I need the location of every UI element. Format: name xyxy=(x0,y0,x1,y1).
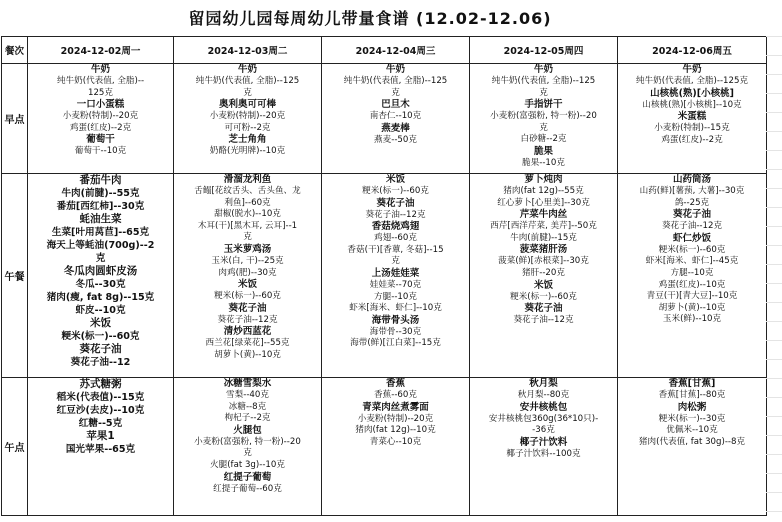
ingredient-line: 猪肉(fat 12g)--55克 xyxy=(503,186,584,196)
meal-label-snack: 午点 xyxy=(2,378,28,516)
dish-name: 一口小蛋糕 xyxy=(76,99,125,111)
dish-name: 米饭 xyxy=(533,279,553,291)
ingredient-line: 舌鳎[花纹舌头、舌头鱼、龙 xyxy=(194,186,301,196)
meal-label-lunch: 午餐 xyxy=(2,174,28,378)
ingredient-line: 青菜心--10克 xyxy=(369,436,422,447)
dish-name: 玉米萝鸡汤 xyxy=(223,243,272,255)
dish-name: 香蕉 xyxy=(385,378,405,389)
ingredient-line: 椰子汁饮料--100克 xyxy=(506,448,581,459)
dish-name: 米饭 xyxy=(90,317,111,329)
ingredient-line: 猪肝--20克 xyxy=(522,267,565,278)
ingredient-line: 克 xyxy=(391,256,400,267)
dish-name: 山核桃(熟)[小核桃] xyxy=(650,87,734,99)
menu-cell xyxy=(174,64,322,174)
afternoon-snack-row xyxy=(2,378,767,516)
menu-cell xyxy=(28,64,174,174)
ingredient-line: 枸杞子--2克 xyxy=(224,413,271,424)
ingredient-line: 番茄[西红柿]--30克 xyxy=(56,201,145,212)
dish-name: 米饭 xyxy=(385,174,405,185)
ingredient-line: 纯牛奶(代表值, 全脂)--125 xyxy=(195,76,300,86)
dish-name: 手指饼干 xyxy=(524,99,563,111)
ingredient-line: 小麦粉(特制)--20克 xyxy=(62,111,139,122)
ingredient-line: 西兰花[绿菜花]--55克 xyxy=(205,338,290,349)
dish-name: 青菜肉丝煮雾面 xyxy=(362,401,429,413)
ingredient-line: 木耳(干)[黑木耳, 云耳]--1 xyxy=(197,220,298,231)
ingredient-line: 葵花子油--12克 xyxy=(661,221,723,232)
ingredient-line: 猪肉(代表值, fat 30g)--8克 xyxy=(638,436,746,447)
ingredient-line: 葵花子油--12克 xyxy=(513,315,574,326)
ingredient-line: 克 xyxy=(243,232,252,243)
dish-name: 香蕉[甘蕉] xyxy=(668,378,716,389)
ingredient-line: 虾米[海米、虾仁]--10克 xyxy=(349,303,442,314)
dish-name: 牛奶 xyxy=(237,64,257,75)
dish-name: 燕麦棒 xyxy=(381,122,410,134)
ingredient-line: 玉米(白, 干)--25克 xyxy=(211,255,284,266)
ingredient-line: 纯牛奶(代表值, 全脂)--125 xyxy=(343,76,448,86)
ingredient-line: 脆果--10克 xyxy=(522,157,565,168)
ingredient-line: 利鱼]--60克 xyxy=(224,197,271,208)
ingredient-line: 125克 xyxy=(88,87,113,98)
ingredient-line: 白砂糖--2克 xyxy=(520,134,567,145)
meal-label-breakfast: 早点 xyxy=(2,64,28,174)
dish-name: 苹果1 xyxy=(86,430,115,442)
ingredient-line: 生菜[叶用莴苣]--65克 xyxy=(51,227,150,238)
dish-name: 椰子汁饮料 xyxy=(519,436,568,448)
ingredient-line: 红提子葡萄--60克 xyxy=(213,483,282,494)
ingredient-line: 冬瓜--30克 xyxy=(75,279,126,290)
dish-name: 山药筒汤 xyxy=(672,174,711,185)
ingredient-line: 小麦粉(富强粉, 特一粉)--20 xyxy=(490,111,597,122)
menu-cell xyxy=(322,378,470,516)
dish-name: 奥利奥可可棒 xyxy=(218,99,276,111)
dish-name: 芹菜牛肉丝 xyxy=(519,209,568,221)
ingredient-line: 山核桃(熟)[小核桃]--10克 xyxy=(642,99,742,110)
ingredient-line: 山药(鲜)[薯蓣, 大薯]--30克 xyxy=(639,186,745,196)
ingredient-line: 燕麦--50克 xyxy=(374,134,417,145)
ingredient-line: 粳米(标一)--60克 xyxy=(362,186,429,196)
dish-name: 冰糖雪梨水 xyxy=(223,378,272,389)
ingredient-line: 克 xyxy=(391,87,400,98)
menu-cell xyxy=(470,64,618,174)
menu-cell xyxy=(174,174,322,378)
ingredient-line: 小麦粉(特制)--15克 xyxy=(654,123,730,134)
dish-name: 番茄牛肉 xyxy=(79,174,122,186)
ingredient-line: 香蕉[甘蕉]--80克 xyxy=(658,390,726,400)
ingredient-line: 葵花子油--12 xyxy=(70,357,131,368)
ingredient-line: 红豆沙(去皮)--10克 xyxy=(56,405,145,416)
ingredient-line: 甜椒(脱水)--10克 xyxy=(214,209,281,220)
menu-cell xyxy=(470,174,618,378)
ingredient-line: 虾米[海米、虾仁]--45克 xyxy=(645,256,739,267)
ingredient-line: 青豆(干)[青大豆]--10克 xyxy=(646,291,738,302)
ingredient-line: 海带骨--30克 xyxy=(369,326,422,337)
ingredient-line: 冰糖--8克 xyxy=(228,401,267,412)
breakfast-row xyxy=(2,64,767,174)
ingredient-line: 小麦粉(特制)--20克 xyxy=(357,413,434,424)
dish-name: 苏式糖粥 xyxy=(79,378,122,390)
day-header-mon: 2024-12-02周一 xyxy=(28,37,174,64)
day-header-thu: 2024-12-05周四 xyxy=(470,37,618,64)
dish-name: 牛奶 xyxy=(682,64,702,75)
day-header-wed: 2024-12-04周三 xyxy=(322,37,470,64)
ingredient-line: 安井核桃包360g(36*10只)- xyxy=(488,413,599,424)
ingredient-line: 粳米(标一)--60克 xyxy=(658,244,726,255)
ingredient-line: 粳米(标一)--60克 xyxy=(510,291,577,302)
ingredient-line: 克 xyxy=(95,253,106,264)
dish-name: 米饭 xyxy=(237,279,257,291)
ingredient-line: 肉鸡(肥)--30克 xyxy=(218,267,277,278)
ingredient-line: 可可粉--2克 xyxy=(224,122,271,133)
ingredient-line: 猪肉(瘦, fat 8g)--15克 xyxy=(46,292,155,303)
ingredient-line: 鸡蛋(红皮)--2克 xyxy=(661,134,723,145)
meal-column-header: 餐次 xyxy=(2,37,28,64)
ingredient-line: 粳米(标一)--60克 xyxy=(61,331,140,342)
ingredient-line: 鸡蛋(红皮)--10克 xyxy=(658,279,726,290)
day-header-tue: 2024-12-03周二 xyxy=(174,37,322,64)
ingredient-line: 牛肉(前腱)--55克 xyxy=(61,188,140,199)
ingredient-line: 胡萝卜(黄)--10克 xyxy=(658,302,726,313)
ingredient-line: 稻米(代表值)--15克 xyxy=(56,392,145,403)
ingredient-line: 海天上等蚝油(700g)--2 xyxy=(46,240,155,251)
ingredient-line: 克 xyxy=(243,87,252,98)
ingredient-line: 鸡翅--60克 xyxy=(374,233,417,244)
dish-name: 米蛋糕 xyxy=(677,111,707,123)
ingredient-line: -36克 xyxy=(532,425,555,436)
ingredient-line: 葡萄干--10克 xyxy=(74,146,127,157)
ingredient-line: 粳米(标一)--30克 xyxy=(658,413,726,424)
dish-name: 芝士角角 xyxy=(228,134,267,146)
dish-name: 滑溜龙利鱼 xyxy=(223,174,272,185)
dish-name: 葵花子油 xyxy=(672,209,711,221)
ingredient-line: 娃娃菜--70克 xyxy=(369,279,422,290)
dish-name: 葡萄干 xyxy=(86,134,115,146)
lunch-row xyxy=(2,174,767,378)
dish-name: 脆果 xyxy=(533,145,553,157)
dish-name: 葵花子油 xyxy=(524,303,563,315)
ingredient-line: 雪梨--40克 xyxy=(226,390,269,400)
dish-name: 香菇烧鸡翅 xyxy=(371,221,420,233)
ingredient-line: 牛肉(前腱)--15克 xyxy=(510,232,577,243)
dish-name: 葵花子油 xyxy=(79,343,122,355)
dish-name: 牛奶 xyxy=(533,64,553,75)
ingredient-line: 猪肉(fat 12g)--10克 xyxy=(355,425,436,436)
dish-name: 安井核桃包 xyxy=(519,401,568,413)
ingredient-line: 香蕉--60克 xyxy=(374,390,417,400)
ingredient-line: 南杏仁--10克 xyxy=(369,111,422,122)
menu-cell xyxy=(174,378,322,516)
ingredient-line: 方腿--10克 xyxy=(374,291,417,302)
ingredient-line: 纯牛奶(代表值, 全脂)-- xyxy=(56,76,145,86)
day-header-fri: 2024-12-06周五 xyxy=(618,37,767,64)
ingredient-line: 菠菜(鲜)[赤根菜]--30克 xyxy=(498,256,589,267)
dish-name: 清炒西蓝花 xyxy=(223,326,272,338)
ingredient-line: 鸡蛋(红皮)--2克 xyxy=(69,122,132,133)
ingredient-line: 方腿--10克 xyxy=(670,267,714,278)
spreadsheet-gridlines xyxy=(766,36,782,522)
dish-name: 肉松粥 xyxy=(677,401,707,413)
ingredient-line: 红心萝卜[心里美]--30克 xyxy=(497,197,590,208)
menu-cell xyxy=(28,174,174,378)
dish-name: 牛奶 xyxy=(385,64,405,75)
ingredient-line: 鸽--25克 xyxy=(674,197,710,208)
dish-name: 冬瓜肉圆虾皮汤 xyxy=(63,265,138,277)
ingredient-line: 克 xyxy=(539,87,548,98)
weekly-menu-table xyxy=(1,36,767,516)
ingredient-line: 优佩米--10克 xyxy=(666,425,718,436)
menu-cell xyxy=(322,64,470,174)
dish-name: 秋月梨 xyxy=(529,378,558,389)
ingredient-line: 纯牛奶(代表值, 全脂)--125 xyxy=(491,76,596,86)
ingredient-line: 秋月梨--80克 xyxy=(517,390,570,400)
dish-name: 火腿包 xyxy=(233,424,262,436)
ingredient-line: 小麦粉(富强粉, 特一粉)--20 xyxy=(194,436,301,447)
dish-name: 葵花子油 xyxy=(228,302,267,314)
ingredient-line: 葵花子油--12克 xyxy=(365,209,426,220)
ingredient-line: 克 xyxy=(539,122,548,133)
ingredient-line: 克 xyxy=(243,448,252,459)
ingredient-line: 玉米(鲜)--10克 xyxy=(662,314,722,325)
menu-cell xyxy=(322,174,470,378)
menu-cell xyxy=(28,378,174,516)
ingredient-line: 纯牛奶(代表值, 全脂)--125克 xyxy=(635,76,749,86)
ingredient-line: 香菇(干)[香蕈, 冬菇]--15 xyxy=(347,244,444,255)
ingredient-line: 西芹[西洋芹菜, 美芹]--50克 xyxy=(490,221,597,232)
menu-cell xyxy=(618,64,767,174)
ingredient-line: 奶酪(光明牌)--10克 xyxy=(209,146,286,157)
dish-name: 上汤娃娃菜 xyxy=(371,267,420,279)
dish-name: 葵花子油 xyxy=(376,197,415,209)
dish-name: 菠菜猪肝汤 xyxy=(519,244,568,256)
ingredient-line: 虾皮--10克 xyxy=(75,305,126,316)
ingredient-line: 胡萝卜(黄)--10克 xyxy=(214,349,281,360)
dish-name: 巴旦木 xyxy=(381,99,410,111)
dish-name: 蚝油生菜 xyxy=(79,213,122,225)
dish-name: 牛奶 xyxy=(90,64,110,75)
header-row xyxy=(2,37,767,64)
menu-cell xyxy=(470,378,618,516)
dish-name: 萝卜炖肉 xyxy=(524,174,563,185)
page-title: 留园幼儿园每周幼儿带量食谱 (12.02-12.06) xyxy=(188,9,552,28)
ingredient-line: 红糖--5克 xyxy=(78,418,123,429)
ingredient-line: 火腿(fat 3g)--10克 xyxy=(210,459,285,470)
dish-name: 海带骨头汤 xyxy=(371,314,420,326)
ingredient-line: 粳米(标一)--60克 xyxy=(214,291,281,302)
ingredient-line: 国光苹果--65克 xyxy=(65,444,136,455)
menu-cell xyxy=(618,378,767,516)
dish-name: 红提子葡萄 xyxy=(223,471,272,483)
menu-cell xyxy=(618,174,767,378)
ingredient-line: 小麦粉(特制)--20克 xyxy=(209,111,286,122)
ingredient-line: 海带(鲜)[江白菜]--15克 xyxy=(350,338,441,349)
ingredient-line: 葵花子油--12克 xyxy=(217,314,278,325)
dish-name: 虾仁炒饭 xyxy=(672,232,711,244)
